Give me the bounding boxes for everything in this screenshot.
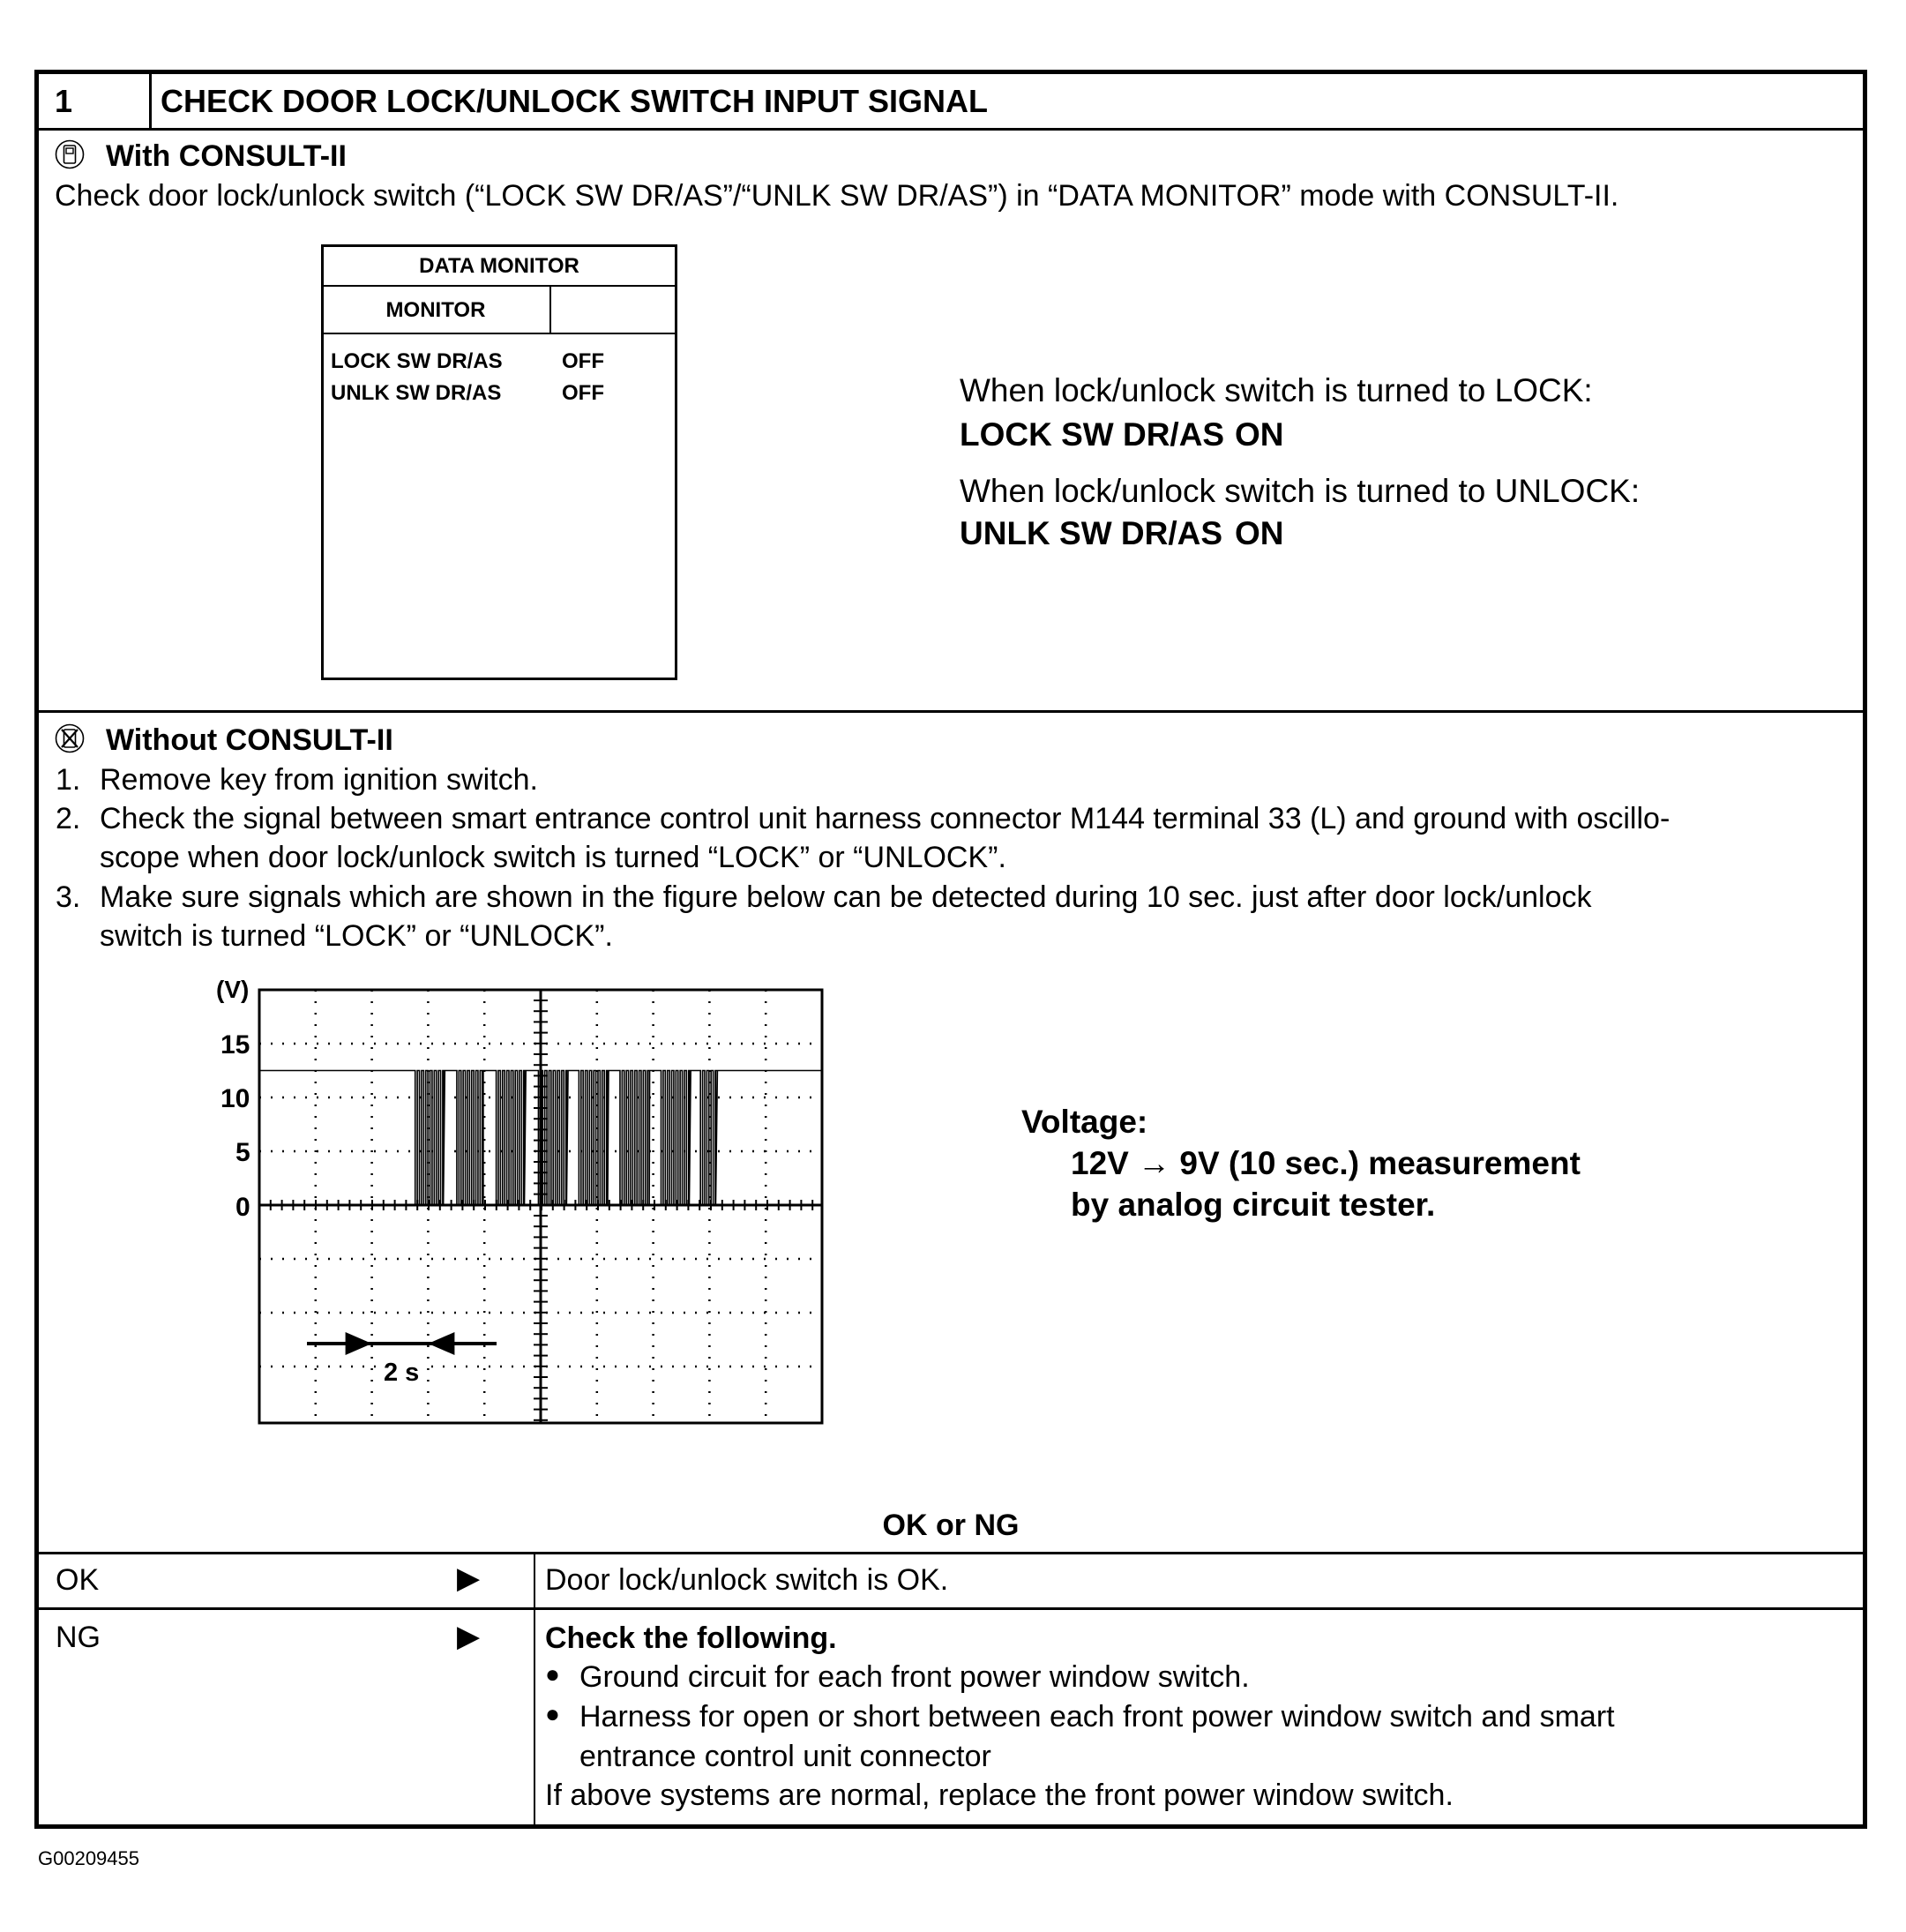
- step-3-text-line2: switch is turned “LOCK” or “UNLOCK”.: [100, 919, 613, 953]
- step-1-text: Remove key from ignition switch.: [100, 763, 538, 797]
- condition-lock-when: When lock/unlock switch is turned to LOCK:: [960, 372, 1593, 408]
- bullet-icon: ●: [545, 1660, 560, 1688]
- title-row-divider: [34, 128, 1867, 131]
- step-2-text-line2: scope when door lock/unlock switch is turned “LOCK” or “UNLOCK”.: [100, 841, 1006, 874]
- y-tick-15: 15: [220, 1030, 250, 1060]
- result-header: OK or NG: [882, 1509, 1020, 1542]
- step-2-number: 2.: [56, 802, 81, 835]
- section-divider: [34, 710, 1867, 713]
- with-consult-instruction: Check door lock/unlock switch (“LOCK SW DR/AS”/“UNLK SW DR/AS”) in “DATA MONITOR” mode with CONSULT-II.: [55, 179, 1619, 213]
- no-consult-icon: [55, 723, 85, 753]
- result-column-divider: [534, 1553, 535, 1828]
- monitor-value-lock: OFF: [562, 349, 604, 373]
- ng-footer: If above systems are normal, replace the front power window switch.: [545, 1778, 1454, 1812]
- step-3-number: 3.: [56, 880, 81, 914]
- voltage-line-1: 12V → 9V (10 sec.) measurement: [1071, 1145, 1581, 1181]
- result-ok-divider: [34, 1607, 1867, 1610]
- data-monitor-column-header: MONITOR: [385, 298, 486, 322]
- data-monitor-header-divider: [321, 333, 677, 334]
- result-header-divider: [34, 1552, 1867, 1554]
- step-1-number: 1.: [56, 763, 81, 797]
- step-number-divider: [149, 70, 152, 130]
- y-tick-5: 5: [235, 1138, 250, 1167]
- data-monitor-title: DATA MONITOR: [419, 254, 579, 278]
- data-monitor-title-divider: [321, 285, 677, 287]
- y-tick-10: 10: [220, 1084, 250, 1113]
- ng-bullet-2-line1: Harness for open or short between each front power window switch and smart: [579, 1700, 1615, 1734]
- step-number: 1: [55, 83, 73, 119]
- monitor-value-unlk: OFF: [562, 381, 604, 405]
- step-2-text-line1: Check the signal between smart entrance control unit harness connector M144 terminal 33 (L) and ground with oscillo-: [100, 802, 1671, 835]
- voltage-label: Voltage:: [1021, 1104, 1148, 1140]
- condition-unlock-when: When lock/unlock switch is turned to UNLOCK:: [960, 473, 1641, 509]
- condition-lock-item: LOCK SW DR/AS: [960, 416, 1225, 453]
- time-scale-label: 2 s: [381, 1360, 422, 1386]
- result-ng-arrow-icon: ▶: [457, 1620, 481, 1653]
- condition-unlock-value: ON: [1235, 515, 1284, 551]
- y-tick-0: 0: [235, 1193, 250, 1222]
- result-ok-text: Door lock/unlock switch is OK.: [545, 1563, 949, 1597]
- condition-unlock-item: UNLK SW DR/AS: [960, 515, 1223, 551]
- with-consult-heading: With CONSULT-II: [106, 139, 347, 173]
- result-ng-status: NG: [56, 1621, 101, 1654]
- monitor-item-unlk: UNLK SW DR/AS: [331, 381, 502, 405]
- oscilloscope-waveform: [203, 970, 838, 1438]
- consult-device-icon: [55, 139, 85, 169]
- step-3-text-line1: Make sure signals which are shown in the figure below can be detected during 10 sec. just after door lock/unlock: [100, 880, 1592, 914]
- bullet-icon: ●: [545, 1700, 560, 1727]
- without-consult-heading: Without CONSULT-II: [106, 723, 393, 757]
- condition-lock-value: ON: [1235, 416, 1284, 453]
- monitor-item-lock: LOCK SW DR/AS: [331, 349, 503, 373]
- y-axis-unit-label: (V): [216, 976, 250, 1003]
- result-ok-arrow-icon: ▶: [457, 1561, 481, 1595]
- ng-bullet-1: Ground circuit for each front power window switch.: [579, 1660, 1250, 1694]
- figure-id: G00209455: [38, 1847, 139, 1869]
- voltage-line-2: by analog circuit tester.: [1071, 1187, 1436, 1223]
- result-ng-heading: Check the following.: [545, 1621, 837, 1655]
- step-title: CHECK DOOR LOCK/UNLOCK SWITCH INPUT SIGNAL: [161, 83, 988, 119]
- result-ok-status: OK: [56, 1563, 100, 1597]
- ng-bullet-2-line2: entrance control unit connector: [579, 1740, 991, 1773]
- oscilloscope-chart: [203, 970, 838, 1438]
